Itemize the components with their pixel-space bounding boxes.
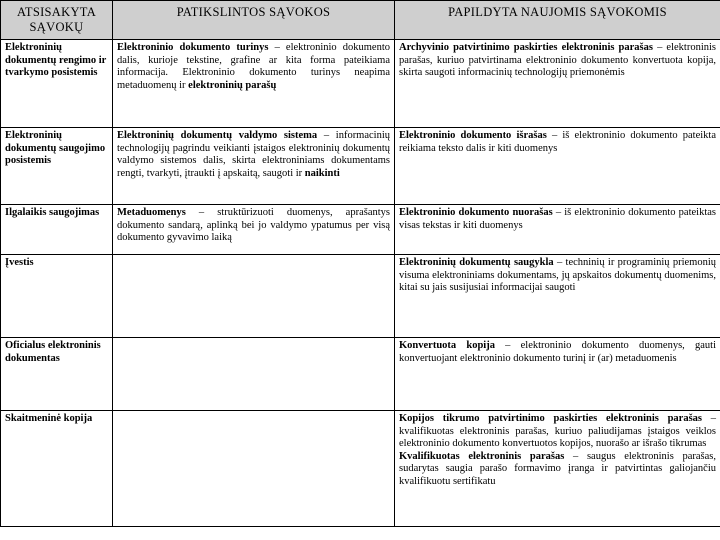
header-discarded: ATSISAKYTA SĄVOKŲ [1,1,113,40]
added-definition [395,255,720,338]
added-term: Kvalifikuotas elektroninis parašas [399,450,565,462]
refined-text: – informacinių technologijų pagrindu veikianti įstaigos elektroninių dokumentų valdymo sistemos dalis, skirta elektroniniams dokumentams rengti, tvarkyti, įtraukti į apskaitą, saugoti ir [117,130,391,179]
header-row [1,1,720,40]
added-definition [395,128,720,205]
added-term: Elektroninių dokumentų saugykla [399,257,554,268]
added-term: Elektroninio dokumento nuorašas [399,207,553,218]
header-refined: PATIKSLINTOS SĄVOKOS [113,1,395,40]
added-definition [395,40,720,128]
discarded-term: Skaitmeninė kopija [1,411,113,527]
added-text: – elektroninis parašas, kuriuo patvirtinama elektroninio dokumento konvertuota kopija, skirta saugoti informacinių technologijų priemonėmis [399,42,716,79]
added-text: – elektroninio dokumento duomenys, gauti konvertuojant elektroninio dokumento turinį ir (ar) metaduomenis [399,340,716,364]
refined-definition-empty [113,338,395,411]
added-definition-para [399,451,716,489]
table-row [1,40,720,128]
refined-definition-empty [113,411,395,527]
refined-text: – struktūrizuoti duomenys, aprašantys dokumento sandarą, aplinką bei jo valdymo ypatumus per visą dokumento gyvavimo laiką [117,207,390,244]
refined-definition [113,205,395,255]
added-definition-para [399,413,716,451]
refined-term-tail: naikinti [304,167,340,179]
added-term: Archyvinio patvirtinimo paskirties elektroninis parašas [399,42,653,53]
header-added: PAPILDYTA NAUJOMIS SĄVOKOMIS [395,1,720,40]
refined-definition-empty [113,255,395,338]
table-row [1,255,720,338]
discarded-term: Elektroninių dokumentų rengimo ir tvarkymo posistemis [1,40,113,128]
added-term: Konvertuota kopija [399,340,495,351]
table-row [1,411,720,527]
table-row [1,338,720,411]
discarded-term: Elektroninių dokumentų saugojimo posistemis [1,128,113,205]
discarded-term: Ilgalaikis saugojimas [1,205,113,255]
added-definition [395,338,720,411]
refined-definition [113,128,395,205]
added-text: – kvalifikuotas elektroninis parašas, kuriuo paliudijamas įstaigos veiklos elektroninio dokumento konvertuotos kopijos, nuorašo ar išrašo tikrumas [399,413,716,450]
discarded-term: Oficialus elektroninis dokumentas [1,338,113,411]
refined-term: Metaduomenys [117,207,186,218]
added-text: – iš elektroninio dokumento pateikta reikiama teksto dalis ir kiti duomenys [399,130,717,154]
added-text: – iš elektroninio dokumento pateiktas visas tekstas ir kiti duomenys [399,207,716,231]
added-text: – techninių ir programinių priemonių visuma elektroniniams dokumentams, jų apskaitos dokumentų duomenims, kitai su jais susijusiai informacijai saugoti [399,257,716,294]
added-term: Kopijos tikrumo patvirtinimo paskirties elektroninis parašas [399,413,703,424]
refined-term: Elektroninio dokumento turinys [117,42,269,53]
table-row [1,128,720,205]
refined-term-tail: elektroninių parašų [188,79,277,91]
added-definition [395,411,720,527]
refined-text: – elektroninio dokumento dalis, kurioje tekstine, grafine ar kita forma pateikiama informacija. Elektroninio dokumento turinys neapima metaduomenų ir [117,42,390,91]
refined-term: Elektroninių dokumentų valdymo sistema [117,130,318,141]
discarded-term: Įvestis [1,255,113,338]
refined-definition [113,40,395,128]
added-text: – saugus elektroninis parašas, sudarytas saugia parašo formavimo įranga ir patvirtintas galiojančiu kvalifikuotu sertifikatu [399,450,716,487]
added-definition [395,205,720,255]
table-row [1,205,720,255]
added-term: Elektroninio dokumento išrašas [399,130,547,141]
